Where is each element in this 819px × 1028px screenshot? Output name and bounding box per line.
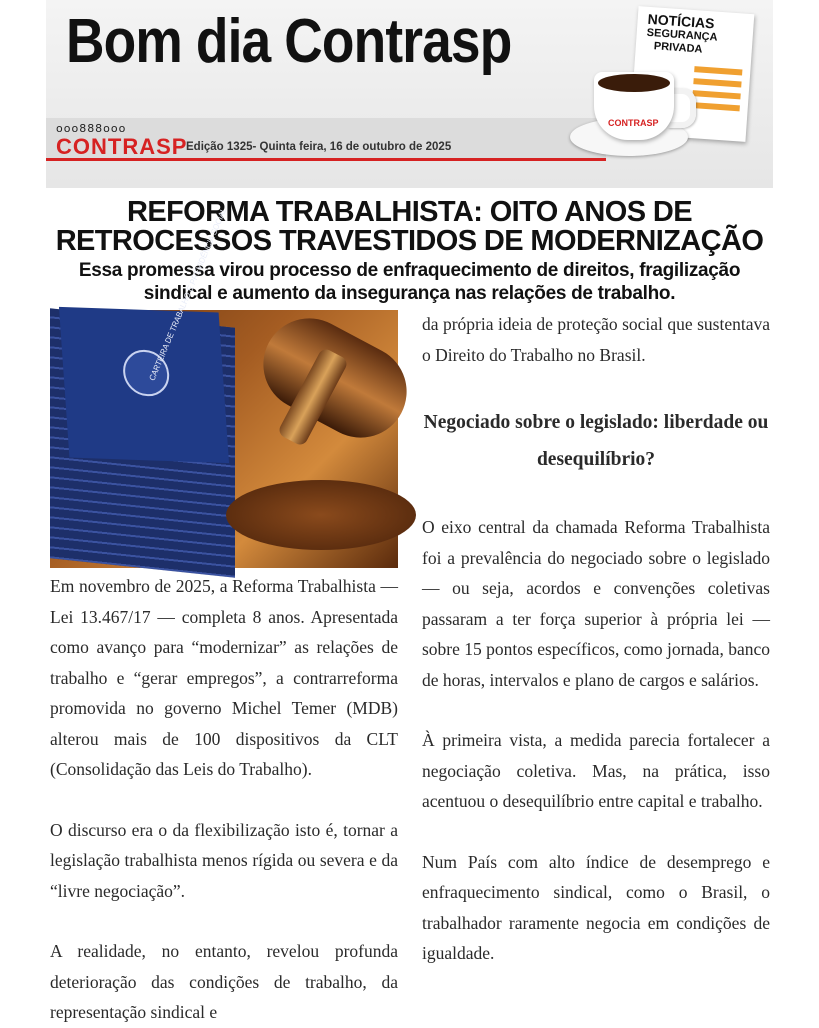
paragraph: O discurso era o da flexibilização isto é, tornar a legislação trabalhista menos rígida ou severa e da “livre negociação”.	[50, 819, 398, 901]
paragraph: O eixo central da chamada Reforma Trabalhista foi a prevalência do negociado sobre o legislado — ou seja, acordos e convenções coletivas passaram a ter força superior à própria lei — sobre 15 pontos específicos, como jornada, banco de horas, intervalos e plano de cargos e salários.	[422, 517, 770, 690]
section-title-line: Negociado sobre o legislado: liberdade ou	[423, 412, 769, 433]
article-subheadline	[20, 259, 799, 305]
paragraph: À primeira vista, a medida parecia fortalecer a negociação coletiva. Mas, na prática, isso acentuou o desequilíbrio entre capital e trabalho.	[422, 730, 770, 811]
paragraph: A realidade, no entanto, revelou profunda deterioração das condições de trabalho, da representação sindical e	[50, 941, 398, 1022]
coffee-surface-illustration	[598, 74, 670, 92]
edition-info: Edição 1325- Quinta feira, 16 de outubro de 2025	[186, 141, 452, 153]
subheadline-line: sindical e aumento da insegurança nas relações de trabalho.	[143, 283, 676, 304]
newspaper-stripe	[694, 66, 742, 75]
work-card-cover-illustration	[59, 206, 229, 463]
subheadline-line: Essa promessa virou processo de enfraquecimento de direitos, fragilização	[78, 260, 741, 281]
section-title-line: desequilíbrio?	[536, 449, 656, 470]
paragraph: Num País com alto índice de desemprego e enfraquecimento sindical, como o Brasil, o trabalhador raramente negocia em condições de igualdade.	[422, 851, 770, 963]
paragraph: da própria ideia de proteção social que sustentava o Direito do Trabalho no Brasil.	[422, 314, 770, 365]
newspaper-subheading: SEGURANÇA	[646, 26, 718, 44]
right-column	[422, 309, 770, 969]
left-column	[50, 571, 398, 1028]
article-headline	[20, 198, 799, 256]
contrasp-logo: CONTRASP	[56, 134, 188, 159]
newsletter-title: Bom dia Contrasp	[66, 7, 512, 76]
work-card-gavel-photo	[50, 206, 398, 568]
section-title	[422, 404, 770, 478]
work-card-cover-text: CARTEIRA DE TRABALHO E PREVIDÊNCIA SOCIAL	[147, 206, 229, 383]
contrasp-logo-icon: ooo888ooo	[56, 122, 127, 135]
paragraph: Em novembro de 2025, a Reforma Trabalhista — Lei 13.467/17 — completa 8 anos. Apresentada como avanço para “modernizar” as relações de trabalho e “gerar empregos”, a contrarreforma promovida no governo Michel Temer (MDB) alterou mais de 100 dispositivos da CLT (Consolidação das Leis do Trabalho).	[50, 576, 398, 779]
newspaper-stripe	[692, 102, 740, 111]
gavel-block-illustration	[226, 480, 416, 550]
headline-line: RETROCESSOS TRAVESTIDOS DE MODERNIZAÇÃO	[55, 225, 764, 257]
newspaper-subheading-2: PRIVADA	[653, 40, 703, 56]
newspaper-heading: NOTÍCIAS	[647, 10, 716, 32]
headline-line: REFORMA TRABALHISTA: OITO ANOS DE	[126, 196, 692, 228]
cup-logo: CONTRASP	[608, 118, 659, 128]
masthead	[46, 0, 773, 188]
newspaper-stripe	[693, 78, 741, 87]
newspaper-stripe	[692, 90, 740, 99]
